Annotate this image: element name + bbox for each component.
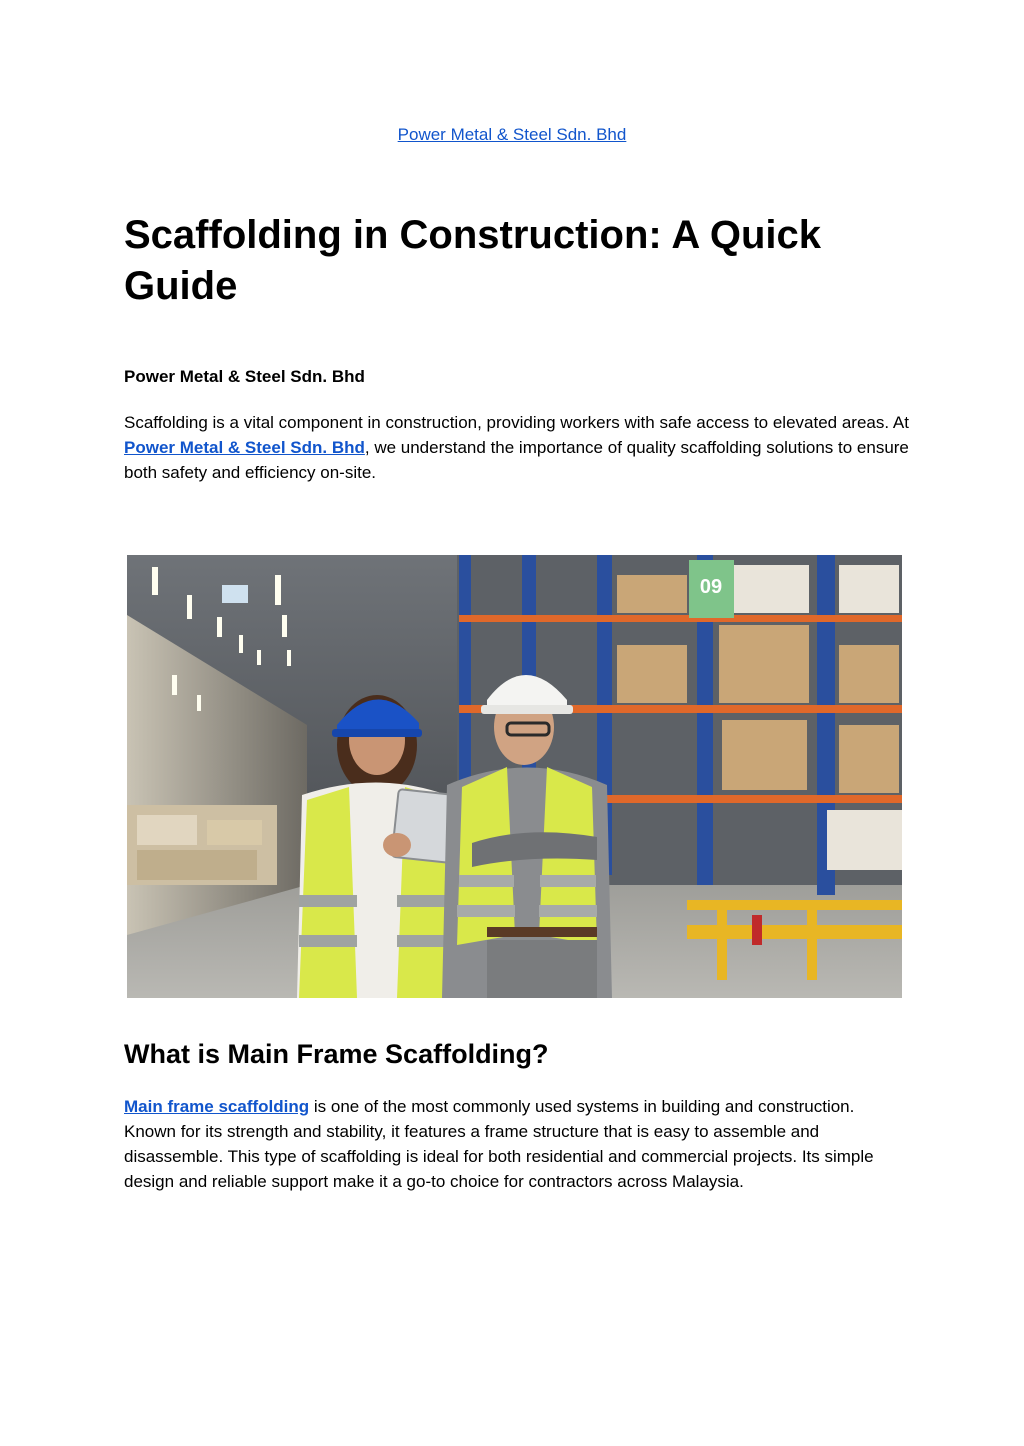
section-text: is one of the most commonly used systems in building and construction. Known for its strength and stability, it features a frame structure that is easy to assemble and disassemble. This type of scaffolding is ideal for both residential and commercial projects. Its simple design and reliable support make it a go-to choice for contractors across Malaysia. [124, 1097, 874, 1191]
main-frame-scaffolding-link[interactable]: Main frame scaffolding [124, 1097, 310, 1116]
section-paragraph [124, 1094, 904, 1194]
intro-text-after: , we understand the importance of quality scaffolding solutions to ensure both safety and efficiency on-site. [124, 438, 909, 482]
page-title: Scaffolding in Construction: A Quick Guide [124, 213, 822, 308]
warehouse-photo [127, 555, 902, 998]
intro-text-before: Scaffolding is a vital component in construction, providing workers with safe access to elevated areas. At [124, 413, 909, 432]
byline: Power Metal & Steel Sdn. Bhd [124, 367, 365, 386]
company-header-link[interactable]: Power Metal & Steel Sdn. Bhd [397, 125, 627, 144]
rack-sign-label: 09 [699, 576, 723, 598]
company-inline-link[interactable]: Power Metal & Steel Sdn. Bhd [124, 438, 365, 457]
section-heading: What is Main Frame Scaffolding? [124, 1039, 549, 1069]
intro-paragraph [124, 410, 914, 485]
header [0, 124, 1024, 146]
